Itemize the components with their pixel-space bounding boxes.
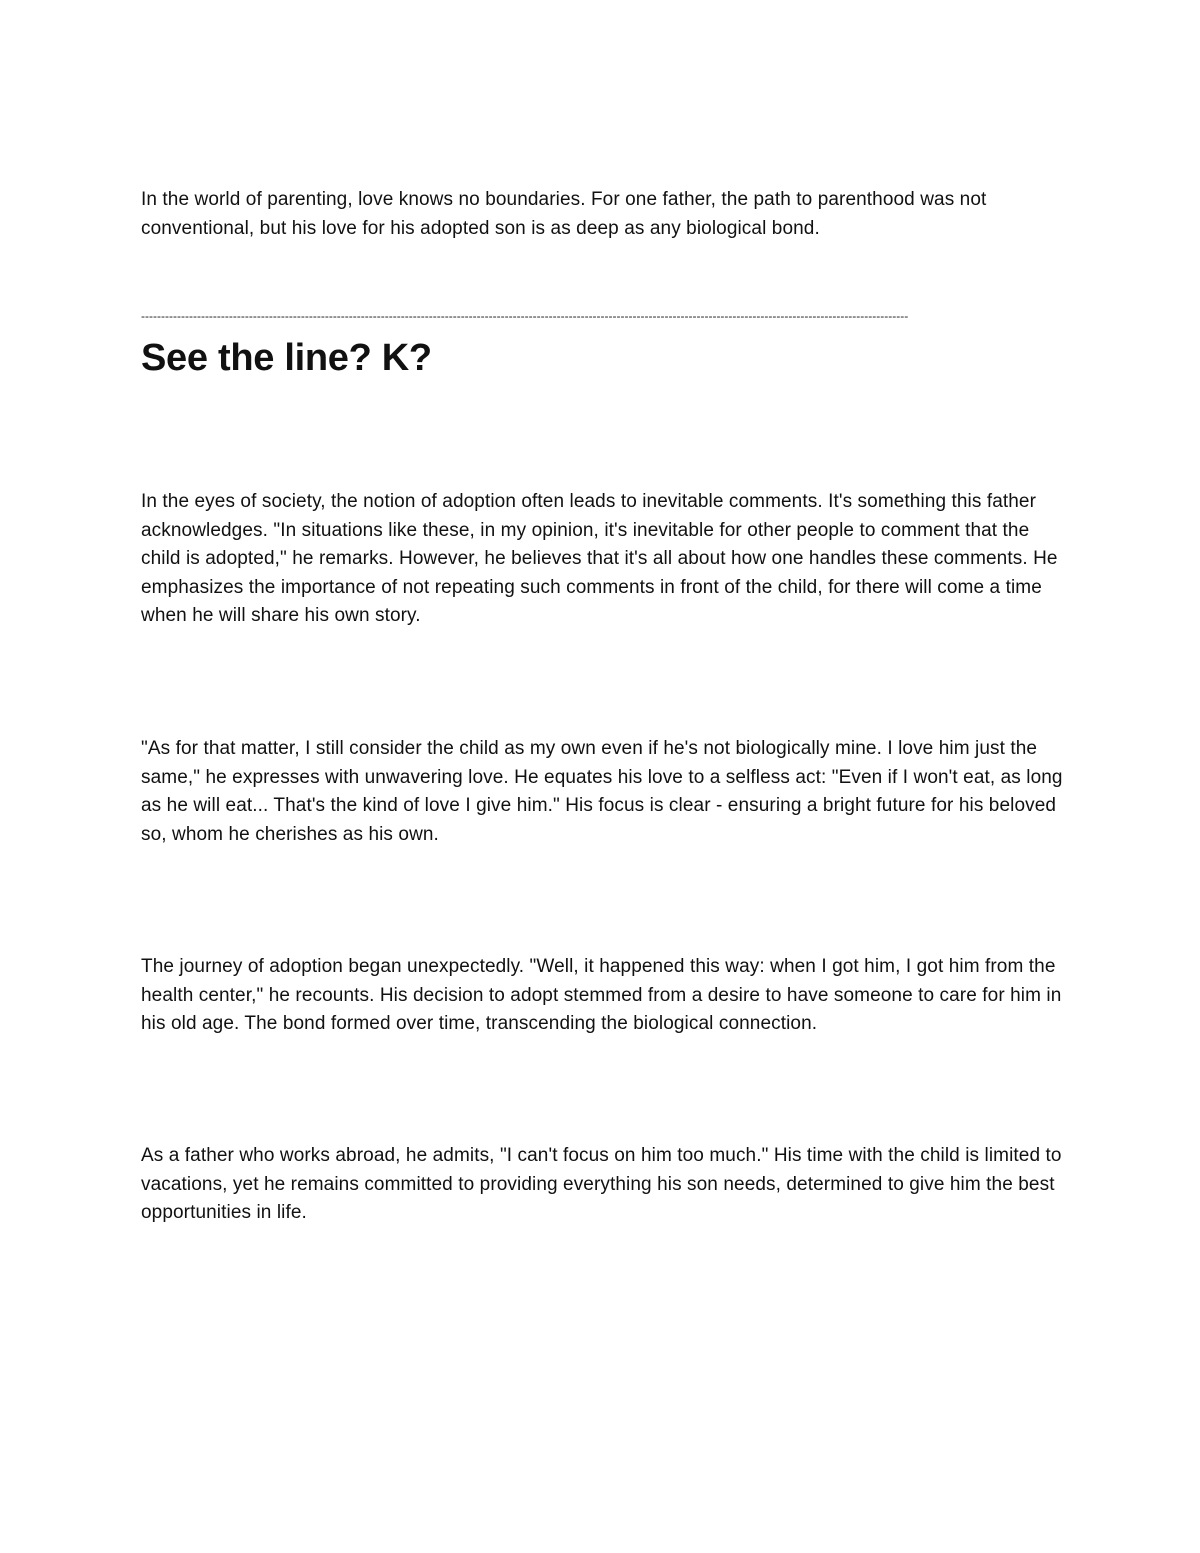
intro-paragraph: In the world of parenting, love knows no boundaries. For one father, the path to parenthood was not conventional, but his love for his adopted son is as deep as any biological bond. — [141, 189, 987, 239]
body-paragraph-love: "As for that matter, I still consider the child as my own even if he's not biologically mine. I love him just the same," he expresses with unwavering love. He equates his love to a selfless act: "Even if I won't eat, as long as he will eat... That's the kind of love I give him." His focus is clear - ensuring a bright future for his beloved so, whom he cherishes as his own. — [141, 738, 1063, 845]
body-paragraph-journey: The journey of adoption began unexpectedly. "Well, it happened this way: when I got him, I got him from the health center," he recounts. His decision to adopt stemmed from a desire to have someone to care for him in his old age. The bond formed over time, transcending the biological connection. — [141, 956, 1062, 1034]
separator-line: ------------------------------------------------------------------------------------------------------------------------------------------------------------------------------------------------ — [141, 309, 909, 323]
body-paragraph-abroad: As a father who works abroad, he admits, "I can't focus on him too much." His time with the child is limited to vacations, yet he remains committed to providing everything his son needs, determined to give him the best opportunities in life. — [141, 1145, 1062, 1223]
section-heading: See the line? K? — [141, 337, 432, 379]
body-paragraph-society: In the eyes of society, the notion of adoption often leads to inevitable comments. It's something this father acknowledges. "In situations like these, in my opinion, it's inevitable for other people to comment that the child is adopted," he remarks. However, he believes that it's all about how one handles these comments. He emphasizes the importance of not repeating such comments in front of the child, for there will come a time when he will share his own story. — [141, 491, 1058, 626]
